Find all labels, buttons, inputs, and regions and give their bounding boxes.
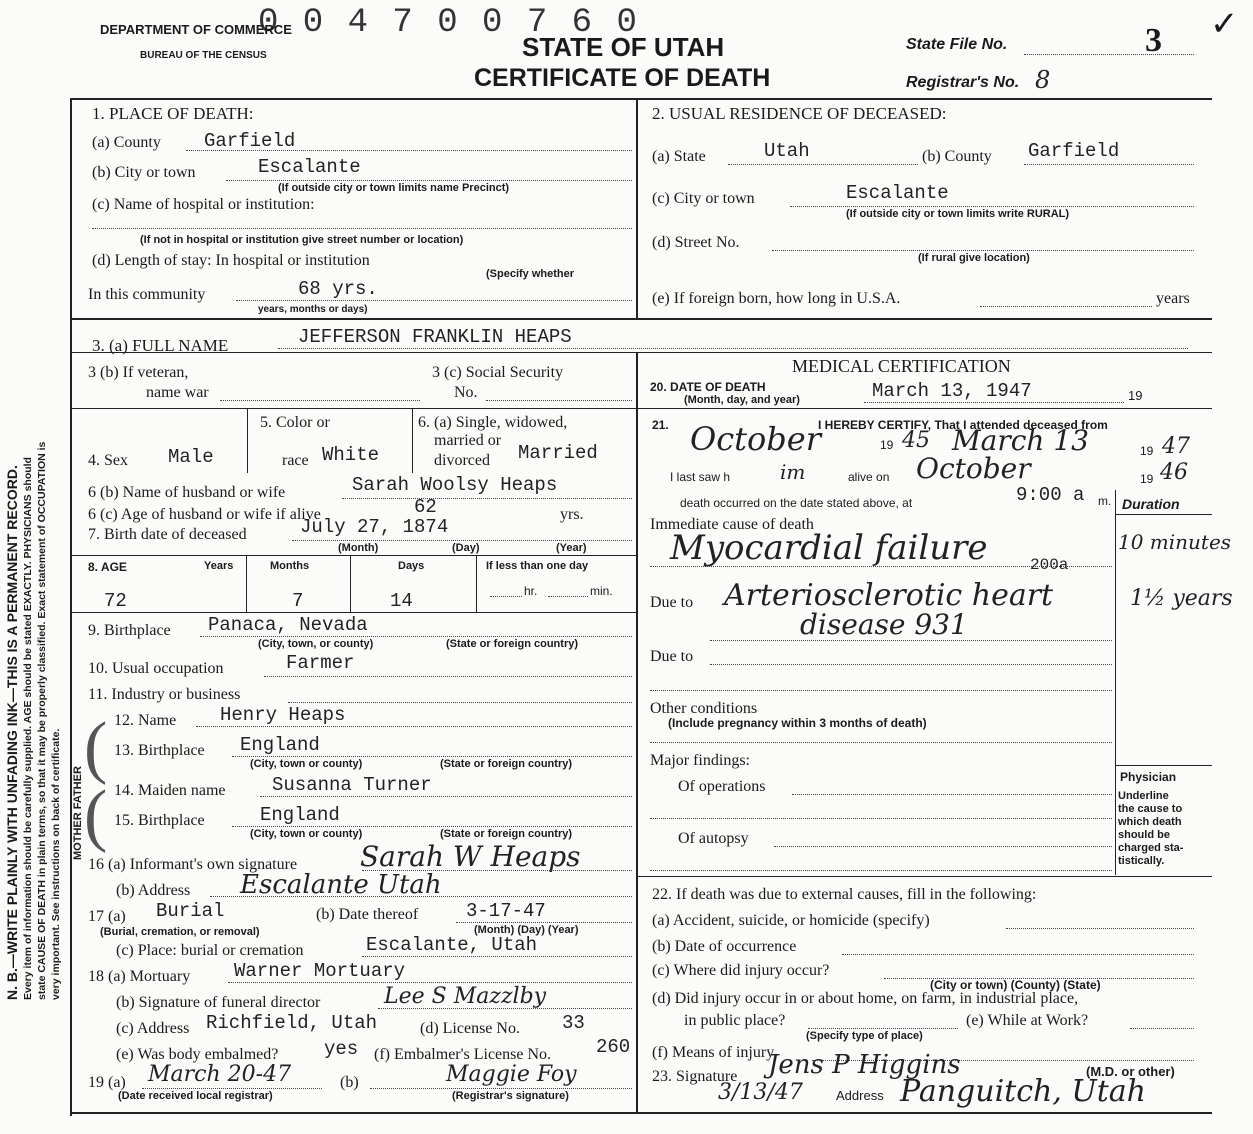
ssn-line <box>486 400 632 401</box>
physician-note-line: which death <box>1118 816 1182 828</box>
war-line <box>220 400 420 401</box>
duration-column <box>1115 490 1116 875</box>
injury-place-label: (d) Did injury occur in or about home, on farm, in industrial place, <box>652 990 1079 1007</box>
birth-day-note: (Day) <box>452 542 480 554</box>
place-of-death-title: 1. PLACE OF DEATH: <box>92 104 254 123</box>
divider-after-date-death <box>636 408 1212 409</box>
autopsy-line <box>774 846 1112 847</box>
medical-title: MEDICAL CERTIFICATION <box>792 356 1011 376</box>
marital-label-2: married or <box>434 432 502 449</box>
side-note-2: state CAUSE OF DEATH in plain terms, so that it may be properly classified. Exact statement of OCCUPATION is <box>36 441 48 1000</box>
father-bp-city-note: (City, town or county) <box>250 758 363 770</box>
age-days-value: 14 <box>390 590 413 612</box>
age-hr-label: hr. <box>524 584 538 598</box>
received-note: (Date received local registrar) <box>118 1090 273 1102</box>
sex-value: Male <box>168 446 214 468</box>
occupation-value: Farmer <box>286 652 355 674</box>
cause-code-1: 200a <box>1030 556 1069 574</box>
residence-title: 2. USUAL RESIDENCE OF DECEASED: <box>652 104 947 123</box>
burial-note: (Burial, cremation, or removal) <box>100 926 260 938</box>
mother-brace: ( <box>84 777 108 854</box>
birth-month-note: (Month) <box>338 542 379 554</box>
community-line <box>236 300 632 301</box>
mother-bp-state-note: (State or foreign country) <box>440 828 573 840</box>
date-of-death-suffix: 19 <box>1128 388 1143 403</box>
last-saw-pronoun: im <box>780 460 806 484</box>
physician-note-line: Underline <box>1118 790 1169 802</box>
immediate-duration: 10 minutes <box>1118 530 1232 554</box>
father-name-value: Henry Heaps <box>220 704 346 726</box>
embalmed-value: yes <box>324 1038 359 1060</box>
birthplace-label: 9. Birthplace <box>88 622 171 639</box>
attended-to-year: 47 <box>1162 434 1190 459</box>
divider-after-residence <box>70 318 1212 320</box>
registrar-sig-line <box>370 1088 632 1089</box>
side-note-main: N. B.—WRITE PLAINLY WITH UNFADING INK—THIS IS A PERMANENT RECORD. <box>4 465 20 1000</box>
operations-line-b <box>650 818 1112 819</box>
divider-before-22 <box>636 876 1212 877</box>
birth-date-line <box>292 540 632 541</box>
age-min-label: min. <box>590 584 613 598</box>
frame-top <box>70 98 1212 100</box>
informant-address-label: (b) Address <box>116 882 191 899</box>
parents-side-label: MOTHER FATHER <box>72 766 84 860</box>
operations-line <box>792 794 1112 795</box>
received-line <box>142 1088 322 1089</box>
hospital-label: (c) Name of hospital or institution: <box>92 196 315 213</box>
major-findings-label: Major findings: <box>650 752 750 769</box>
foreign-label: (e) If foreign born, how long in U.S.A. <box>652 290 901 307</box>
means-of-injury-label: (f) Means of injury <box>652 1044 775 1061</box>
side-note-3: very important. See instructions on back of certificate. <box>50 728 62 1000</box>
industry-line <box>288 702 632 703</box>
immediate-cause-value: Myocardial failure <box>670 528 988 568</box>
death-city-label: (b) City or town <box>92 164 196 181</box>
spouse-age-unit: yrs. <box>560 506 584 523</box>
signature-label: 23. Signature <box>652 1068 738 1085</box>
death-city-line <box>226 180 632 181</box>
attended-to-year-prefix: 19 <box>1140 444 1154 458</box>
physician-title: Physician <box>1120 770 1177 784</box>
industry-label: 11. Industry or business <box>88 686 241 703</box>
burial-date-label: (b) Date thereof <box>316 906 419 923</box>
age-hr-line <box>490 596 522 597</box>
registrar-signature: Maggie Foy <box>446 1062 577 1087</box>
death-city-value: Escalante <box>258 156 361 178</box>
state-file-label: State File No. <box>906 36 1008 53</box>
occurrence-date-line <box>842 954 1194 955</box>
occupation-label: 10. Usual occupation <box>88 660 224 677</box>
age-months-value: 7 <box>292 590 304 612</box>
autopsy-label: Of autopsy <box>678 830 749 847</box>
attended-from-month: October <box>690 420 821 458</box>
alive-on-date: October <box>916 452 1031 485</box>
marital-label-3: divorced <box>434 452 490 469</box>
item-21-label: 21. <box>652 418 669 432</box>
attended-from-year: 45 <box>902 428 930 453</box>
race-label: race <box>282 452 309 469</box>
birth-date-label: 7. Birth date of deceased <box>88 526 247 543</box>
full-name-value: JEFFERSON FRANKLIN HEAPS <box>298 326 572 348</box>
burial-label: 17 (a) <box>88 908 126 925</box>
received-date: March 20-47 <box>148 1062 292 1087</box>
burial-date-line <box>456 922 632 923</box>
alive-on-label: alive on <box>848 470 890 484</box>
date-of-death-note: (Month, day, and year) <box>684 394 800 406</box>
res-state-line <box>728 164 918 165</box>
burial-date-value: 3-17-47 <box>466 900 546 922</box>
full-name-line <box>278 348 1188 349</box>
death-occurred-label: death occurred on the date stated above, at <box>680 496 913 510</box>
state-file-value: 3 <box>1145 22 1162 59</box>
community-value: 68 yrs. <box>298 278 378 300</box>
father-bp-state-note: (State or foreign country) <box>440 758 573 770</box>
immediate-cause-label: Immediate cause of death <box>650 516 814 533</box>
hospital-note: (If not in hospital or institution give street number or location) <box>140 234 464 246</box>
due-to-2-label: Due to <box>650 648 694 665</box>
mortuary-address-value: Richfield, Utah <box>206 1012 378 1034</box>
embalmer-license-value: 260 <box>596 1036 631 1058</box>
foreign-years-label: years <box>1156 290 1190 307</box>
registrar-b-label: (b) <box>340 1074 359 1091</box>
while-at-work-label: (e) While at Work? <box>966 1012 1089 1029</box>
spouse-age-label: 6 (c) Age of husband or wife if alive <box>88 506 321 523</box>
attended-to-date: March 13 <box>952 424 1089 457</box>
mortuary-value: Warner Mortuary <box>234 960 406 982</box>
certify-text: I HEREBY CERTIFY, That I attended deceased from <box>818 418 1108 432</box>
embalmer-license-label: (f) Embalmer's License No. <box>374 1046 552 1063</box>
date-of-death-label: 20. DATE OF DEATH <box>650 380 766 394</box>
physician-note-line: the cause to <box>1118 803 1183 815</box>
occurrence-date-label: (b) Date of occurrence <box>652 938 797 955</box>
spouse-label: 6 (b) Name of husband or wife <box>88 484 286 501</box>
mother-bp-city-note: (City, town or county) <box>250 828 363 840</box>
birthplace-state-note: (State or foreign country) <box>446 638 579 650</box>
birthplace-line <box>200 636 632 637</box>
check-mark-icon: ✓ <box>1210 6 1239 43</box>
physician-note <box>1118 790 1212 868</box>
registrar-sig-note: (Registrar's signature) <box>452 1090 569 1102</box>
informant-address-value: Escalante Utah <box>240 870 442 900</box>
divider-color-marital <box>412 408 413 473</box>
date-of-death-line <box>864 402 1124 403</box>
while-at-work-line <box>1130 1028 1194 1029</box>
community-note: years, months or days) <box>258 304 368 315</box>
burial-place-value: Escalante, Utah <box>366 934 538 956</box>
birthplace-value: Panaca, Nevada <box>208 614 368 636</box>
frame-left <box>70 98 72 1116</box>
informant-address-line <box>210 896 632 897</box>
injury-where-note: (City or town) (County) (State) <box>930 978 1101 992</box>
physician-signature: Jens P Higgins <box>768 1050 961 1080</box>
hospital-line <box>92 228 632 229</box>
age-min-line <box>548 596 588 597</box>
mortuary-address-label: (c) Address <box>116 1020 190 1037</box>
divider-center <box>636 352 638 1112</box>
age-col-3 <box>476 555 477 612</box>
accident-line <box>1006 928 1194 929</box>
due-to-1-value: Arteriosclerotic heart <box>724 578 1054 613</box>
other-conditions-label: Other conditions <box>650 700 758 717</box>
alive-year: 46 <box>1160 460 1188 485</box>
mortuary-label: 18 (a) Mortuary <box>88 968 191 985</box>
mother-birthplace-label: 15. Birthplace <box>114 812 205 829</box>
date-of-death-value: March 13, 1947 <box>872 380 1032 402</box>
age-years-value: 72 <box>104 590 127 612</box>
age-days-label: Days <box>398 560 425 572</box>
autopsy-line-b <box>650 870 1112 871</box>
marital-label-1: 6. (a) Single, widowed, <box>418 414 568 431</box>
other-conditions-line <box>650 742 1112 743</box>
divider-after-veteran <box>70 408 636 409</box>
due-to-1-value-cont: disease 931 <box>800 608 968 641</box>
accident-label: (a) Accident, suicide, or homicide (specify) <box>652 912 930 929</box>
state-file-line <box>1024 54 1194 55</box>
mother-name-label: 14. Maiden name <box>114 782 226 799</box>
injury-place-line <box>808 1028 958 1029</box>
physician-note-line: tistically. <box>1118 855 1165 867</box>
mother-birthplace-line <box>232 826 632 827</box>
age-years-label: Years <box>204 560 234 572</box>
burial-place-label: (c) Place: burial or cremation <box>116 942 304 959</box>
license-value: 33 <box>562 1012 585 1034</box>
last-saw-label: I last saw h <box>670 470 731 484</box>
physician-address-label: Address <box>836 1088 884 1103</box>
informant-label: 16 (a) Informant's own signature <box>88 856 298 873</box>
divider-after-age <box>70 612 636 613</box>
due-to-1-line <box>710 640 1112 641</box>
form-title: CERTIFICATE OF DEATH <box>474 64 771 92</box>
father-name-label: 12. Name <box>114 712 177 729</box>
res-state-value: Utah <box>764 140 810 162</box>
registrar-value: 8 <box>1035 66 1051 94</box>
birthplace-city-note: (City, town, or county) <box>258 638 374 650</box>
spouse-value: Sarah Woolsy Heaps <box>352 474 558 496</box>
death-county-value: Garfield <box>204 130 296 152</box>
sex-label: 4. Sex <box>88 452 128 469</box>
injury-place-label-2: in public place? <box>684 1012 786 1029</box>
death-city-note: (If outside city or town limits name Precinct) <box>278 182 510 194</box>
res-street-note: (If rural give location) <box>918 252 1030 264</box>
director-line <box>378 1008 632 1009</box>
res-city-line <box>790 206 1194 207</box>
alive-year-prefix: 19 <box>1140 472 1154 486</box>
form-title-state: STATE OF UTAH <box>522 32 725 62</box>
res-county-value: Garfield <box>1028 140 1120 162</box>
res-street-label: (d) Street No. <box>652 234 740 251</box>
due-to-1-duration: 1½ years <box>1130 586 1233 611</box>
due-to-2-line <box>710 664 1112 665</box>
divider-before-age <box>70 555 636 556</box>
father-brace: ( <box>84 709 108 786</box>
death-county-label: (a) County <box>92 134 161 151</box>
physician-note-line: charged sta- <box>1118 842 1184 854</box>
occupation-line <box>264 676 632 677</box>
mother-name-line <box>260 796 632 797</box>
duration-header-rule <box>1115 514 1212 515</box>
war-label: name war <box>146 384 209 401</box>
mother-name-value: Susanna Turner <box>272 774 432 796</box>
death-time-suffix: m. <box>1098 494 1112 508</box>
age-label: 8. AGE <box>88 560 127 574</box>
duration-header: Duration <box>1122 496 1180 512</box>
res-street-line <box>772 250 1194 251</box>
embalmed-label: (e) Was body embalmed? <box>116 1046 279 1063</box>
mother-birthplace-value: England <box>260 804 340 826</box>
race-value: White <box>322 444 380 466</box>
frame-bottom <box>70 1112 1212 1114</box>
father-birthplace-value: England <box>240 734 320 756</box>
physician-address-value: Panguitch, Utah <box>900 1074 1146 1109</box>
injury-where-label: (c) Where did injury occur? <box>652 962 830 979</box>
veteran-label: 3 (b) If veteran, <box>88 364 189 381</box>
divider-top-center <box>636 98 638 318</box>
res-county-line <box>1024 164 1194 165</box>
injury-place-note: (Specify type of place) <box>806 1030 923 1042</box>
ssn-no-label: No. <box>454 384 478 401</box>
birth-year-note: (Year) <box>556 542 587 554</box>
informant-signature: Sarah W Heaps <box>360 840 581 873</box>
external-causes-title: 22. If death was due to external causes, fill in the following: <box>652 886 1037 903</box>
burial-value: Burial <box>156 900 225 922</box>
stay-specify-note: (Specify whether <box>486 268 575 280</box>
due-to-1-label: Due to <box>650 594 694 611</box>
attended-from-year-prefix: 19 <box>880 438 894 452</box>
father-birthplace-line <box>232 756 632 757</box>
registrar-label: Registrar's No. <box>906 74 1020 91</box>
ssn-label: 3 (c) Social Security <box>432 364 564 381</box>
bureau-label: BUREAU OF THE CENSUS <box>140 50 267 61</box>
father-name-line <box>196 726 632 727</box>
side-note-1: Every item of information should be carefully supplied. AGE should be stated EXACTLY. PHYSICIANS should <box>22 457 34 1000</box>
director-label: (b) Signature of funeral director <box>116 994 321 1011</box>
spouse-age-value: 62 <box>414 496 437 518</box>
physician-box-top <box>1115 765 1212 766</box>
age-months-label: Months <box>270 560 310 572</box>
stay-label: (d) Length of stay: In hospital or institution <box>92 252 370 269</box>
burial-date-note: (Month) (Day) (Year) <box>474 924 579 936</box>
due-to-2-line-b <box>650 690 1112 691</box>
received-label: 19 (a) <box>88 1074 126 1091</box>
other-conditions-note: (Include pregnancy within 3 months of death) <box>668 716 927 730</box>
death-county-line <box>186 150 632 151</box>
foreign-line <box>980 306 1152 307</box>
birth-date-value: July 27, 1874 <box>300 516 449 538</box>
full-name-label: 3. (a) FULL NAME <box>92 336 229 355</box>
marital-value: Married <box>518 442 598 464</box>
age-less-label: If less than one day <box>486 560 589 572</box>
color-label: 5. Color or <box>260 414 330 431</box>
res-city-label: (c) City or town <box>652 190 755 207</box>
signature-date: 3/13/47 <box>718 1080 803 1105</box>
signature-md-note: (M.D. or other) <box>1086 1064 1175 1079</box>
spouse-line <box>342 498 632 499</box>
res-county-label: (b) County <box>922 148 992 165</box>
community-label: In this community <box>88 286 206 303</box>
serial-number: 0 0 4 7 0 0 7 6 0 <box>258 4 639 42</box>
director-signature: Lee S Mazzlby <box>384 984 547 1009</box>
operations-label: Of operations <box>678 778 766 795</box>
department-label: DEPARTMENT OF COMMERCE <box>100 22 292 37</box>
father-birthplace-label: 13. Birthplace <box>114 742 205 759</box>
mortuary-line <box>228 982 632 983</box>
res-state-label: (a) State <box>652 148 706 165</box>
physician-note-line: should be <box>1118 829 1170 841</box>
res-city-note: (If outside city or town limits write RURAL) <box>846 208 1070 220</box>
age-col-1 <box>246 555 247 612</box>
divider-after-name <box>70 352 1212 353</box>
license-label: (d) License No. <box>420 1020 520 1037</box>
divider-sex-color <box>247 408 248 473</box>
age-col-2 <box>350 555 351 612</box>
res-city-value: Escalante <box>846 182 949 204</box>
death-time-value: 9:00 a <box>1016 484 1085 506</box>
burial-place-line <box>362 956 632 957</box>
